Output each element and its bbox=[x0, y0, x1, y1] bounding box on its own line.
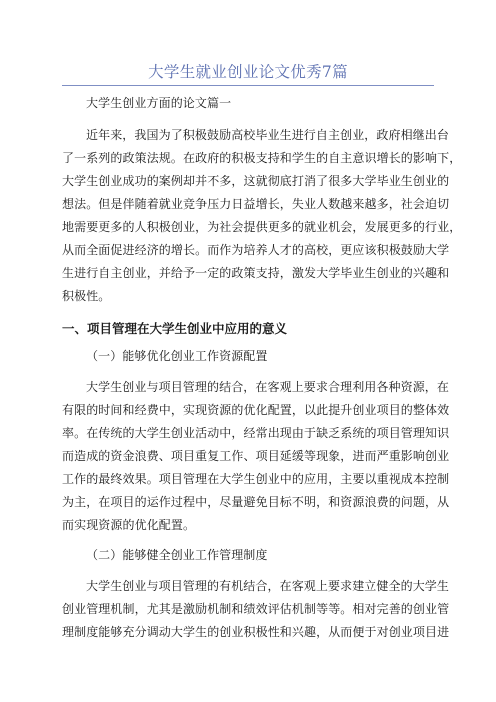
section-intro: 大学生创业方面的论文篇一 bbox=[86, 96, 232, 110]
document-title: 大学生就业创业论文优秀7篇 bbox=[148, 63, 348, 81]
paragraph-line: 而造成的资金浪费、项目重复工作、项目延缓等现象，进而严重影响创业 bbox=[62, 449, 450, 463]
paragraph-line: 了一系列的政策法规。在政府的积极支持和学生的自主意识增长的影响下， bbox=[62, 151, 462, 165]
paragraph-line: 率。在传统的大学生创业活动中，经常出现由于缺乏系统的项目管理知识 bbox=[62, 426, 450, 440]
subheading: （一）能够优化创业工作资源配置 bbox=[86, 349, 268, 363]
paragraph-line: 积极性。 bbox=[62, 289, 111, 303]
paragraph-line: 大学生创业与项目管理的结合，在客观上要求合理利用各种资源，在 bbox=[86, 380, 450, 394]
paragraph-line: 生进行自主创业，并给予一定的政策支持，激发大学毕业生创业的兴趣和 bbox=[62, 266, 450, 280]
paragraph-line: 想法。但是伴随着就业竞争压力日益增长，失业人数越来越多，社会迫切 bbox=[62, 197, 450, 211]
paragraph-line: 近年来，我国为了积极鼓励高校毕业生进行自主创业，政府相继出台 bbox=[86, 128, 450, 142]
paragraph-line: 而实现资源的优化配置。 bbox=[62, 518, 196, 532]
subheading: （二）能够健全创业工作管理制度 bbox=[86, 548, 268, 562]
paragraph-line: 理制度能够充分调动大学生的创业积极性和兴趣，从而便于对创业项目进 bbox=[62, 625, 450, 639]
paragraph-line: 大学生创业成功的案例却并不多，这就彻底打消了很多大学毕业生创业的 bbox=[62, 174, 450, 188]
paragraph-line: 从而全面促进经济的增长。而作为培养人才的高校，更应该积极鼓励大学 bbox=[62, 243, 450, 257]
paragraph-line: 地需要更多的人积极创业，为社会提供更多的就业机会，发展更多的行业， bbox=[62, 220, 462, 234]
paragraph-line: 工作的最终效果。项目管理在大学生创业中的应用，主要以重视成本控制 bbox=[62, 472, 450, 486]
section-heading: 一、项目管理在大学生创业中应用的意义 bbox=[62, 321, 288, 336]
paragraph-line: 创业管理机制，尤其是激励机制和绩效评估机制等等。相对完善的创业管 bbox=[62, 602, 450, 616]
title-divider bbox=[62, 85, 434, 86]
paragraph-line: 大学生创业与项目管理的有机结合，在客观上要求建立健全的大学生 bbox=[86, 579, 450, 593]
paragraph-line: 为主，在项目的运作过程中，尽量避免目标不明，和资源浪费的问题，从 bbox=[62, 495, 450, 509]
paragraph-line: 有限的时间和经费中，实现资源的优化配置，以此提升创业项目的整体效 bbox=[62, 403, 450, 417]
